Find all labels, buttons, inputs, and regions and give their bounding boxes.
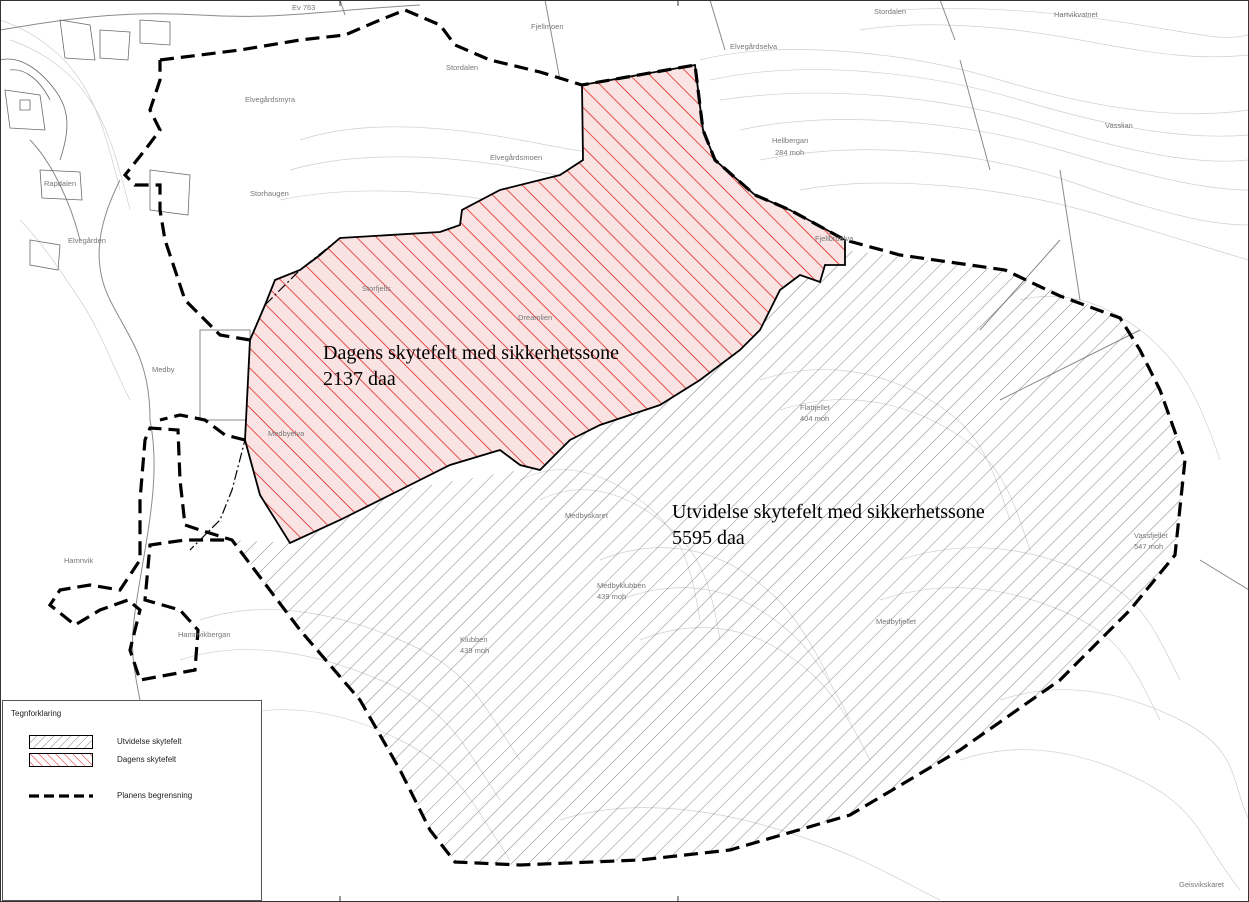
label-dreamlien: Dreamlien [518,313,553,322]
legend-item-current [29,753,249,769]
expansion-zone-label: Utvidelse skytefelt med sikkerhetssone [672,501,985,523]
label-hamnvikbergan: Hamnvikbergan [178,630,231,639]
current-zone-label: Dagens skytefelt med sikkerhetssone [323,342,620,364]
label-ev763: Ev 763 [292,3,316,12]
label-hamnvik: Hamnvik [64,556,94,565]
legend-label-expansion: Utvidelse skytefelt [117,737,182,746]
legend-swatch-boundary [29,789,93,803]
label-elvegardselva: Elvegårdselva [730,42,778,51]
legend-swatch-expansion [29,735,93,749]
label-medbyklubben-elev: 439 moh [597,592,627,601]
label-fjellmoen: Fjellmoen [531,22,564,31]
label-medbyskaret: Medbyskaret [565,511,608,520]
label-elvegardsmyra: Elvegårdsmyra [245,95,296,104]
label-klubben: Klubben [460,635,488,644]
label-storhaugen: Storhaugen [250,189,289,198]
label-geisvikskaret: Geisvikskaret [1179,880,1225,889]
label-medbyelva: Medbyelva [268,429,305,438]
label-medby: Medby [152,365,175,374]
label-elvegardsmoen: Elvegårdsmoen [490,153,543,162]
label-hartvikvatnet: Hartvikvatnet [1054,10,1098,19]
label-flattjellet: Flattjellet [800,403,831,412]
label-flattjellet-elev: 404 moh [800,414,830,423]
label-hellbergan-elev: 284 moh [775,148,805,157]
legend-title: Tegnforklaring [11,709,62,718]
label-stordalen: Stordalen [446,63,479,72]
legend-label-boundary: Planens begrensning [117,791,193,800]
legend-label-current: Dagens skytefelt [117,755,177,764]
label-fjellbruelva: Fjellbruelva [815,234,854,243]
label-storfjells: Storfjells [362,284,391,293]
current-zone-area: 2137 daa [323,368,396,390]
legend-item-expansion [29,735,249,751]
label-vassfjellet: Vassfjellet [1134,531,1168,540]
legend-item-boundary [29,789,249,805]
expansion-zone-area: 5595 daa [672,527,745,549]
label-stordalen-ne: Stordalen [874,7,907,16]
label-elvegarden: Elvegården [68,236,106,245]
label-rapdalen: Rapdalen [44,179,77,188]
legend-swatch-current [29,753,93,767]
label-vasslian: Vasslian [1105,121,1133,130]
label-medbyklubben: Medbyklubben [597,581,646,590]
label-medbyfjellet: Medbyfjellet [876,617,917,626]
label-hellbergan: Hellbergan [772,136,809,145]
legend [2,700,262,901]
label-vassfjellet-elev: 547 moh [1134,542,1164,551]
label-klubben-elev: 439 moh [460,646,490,655]
